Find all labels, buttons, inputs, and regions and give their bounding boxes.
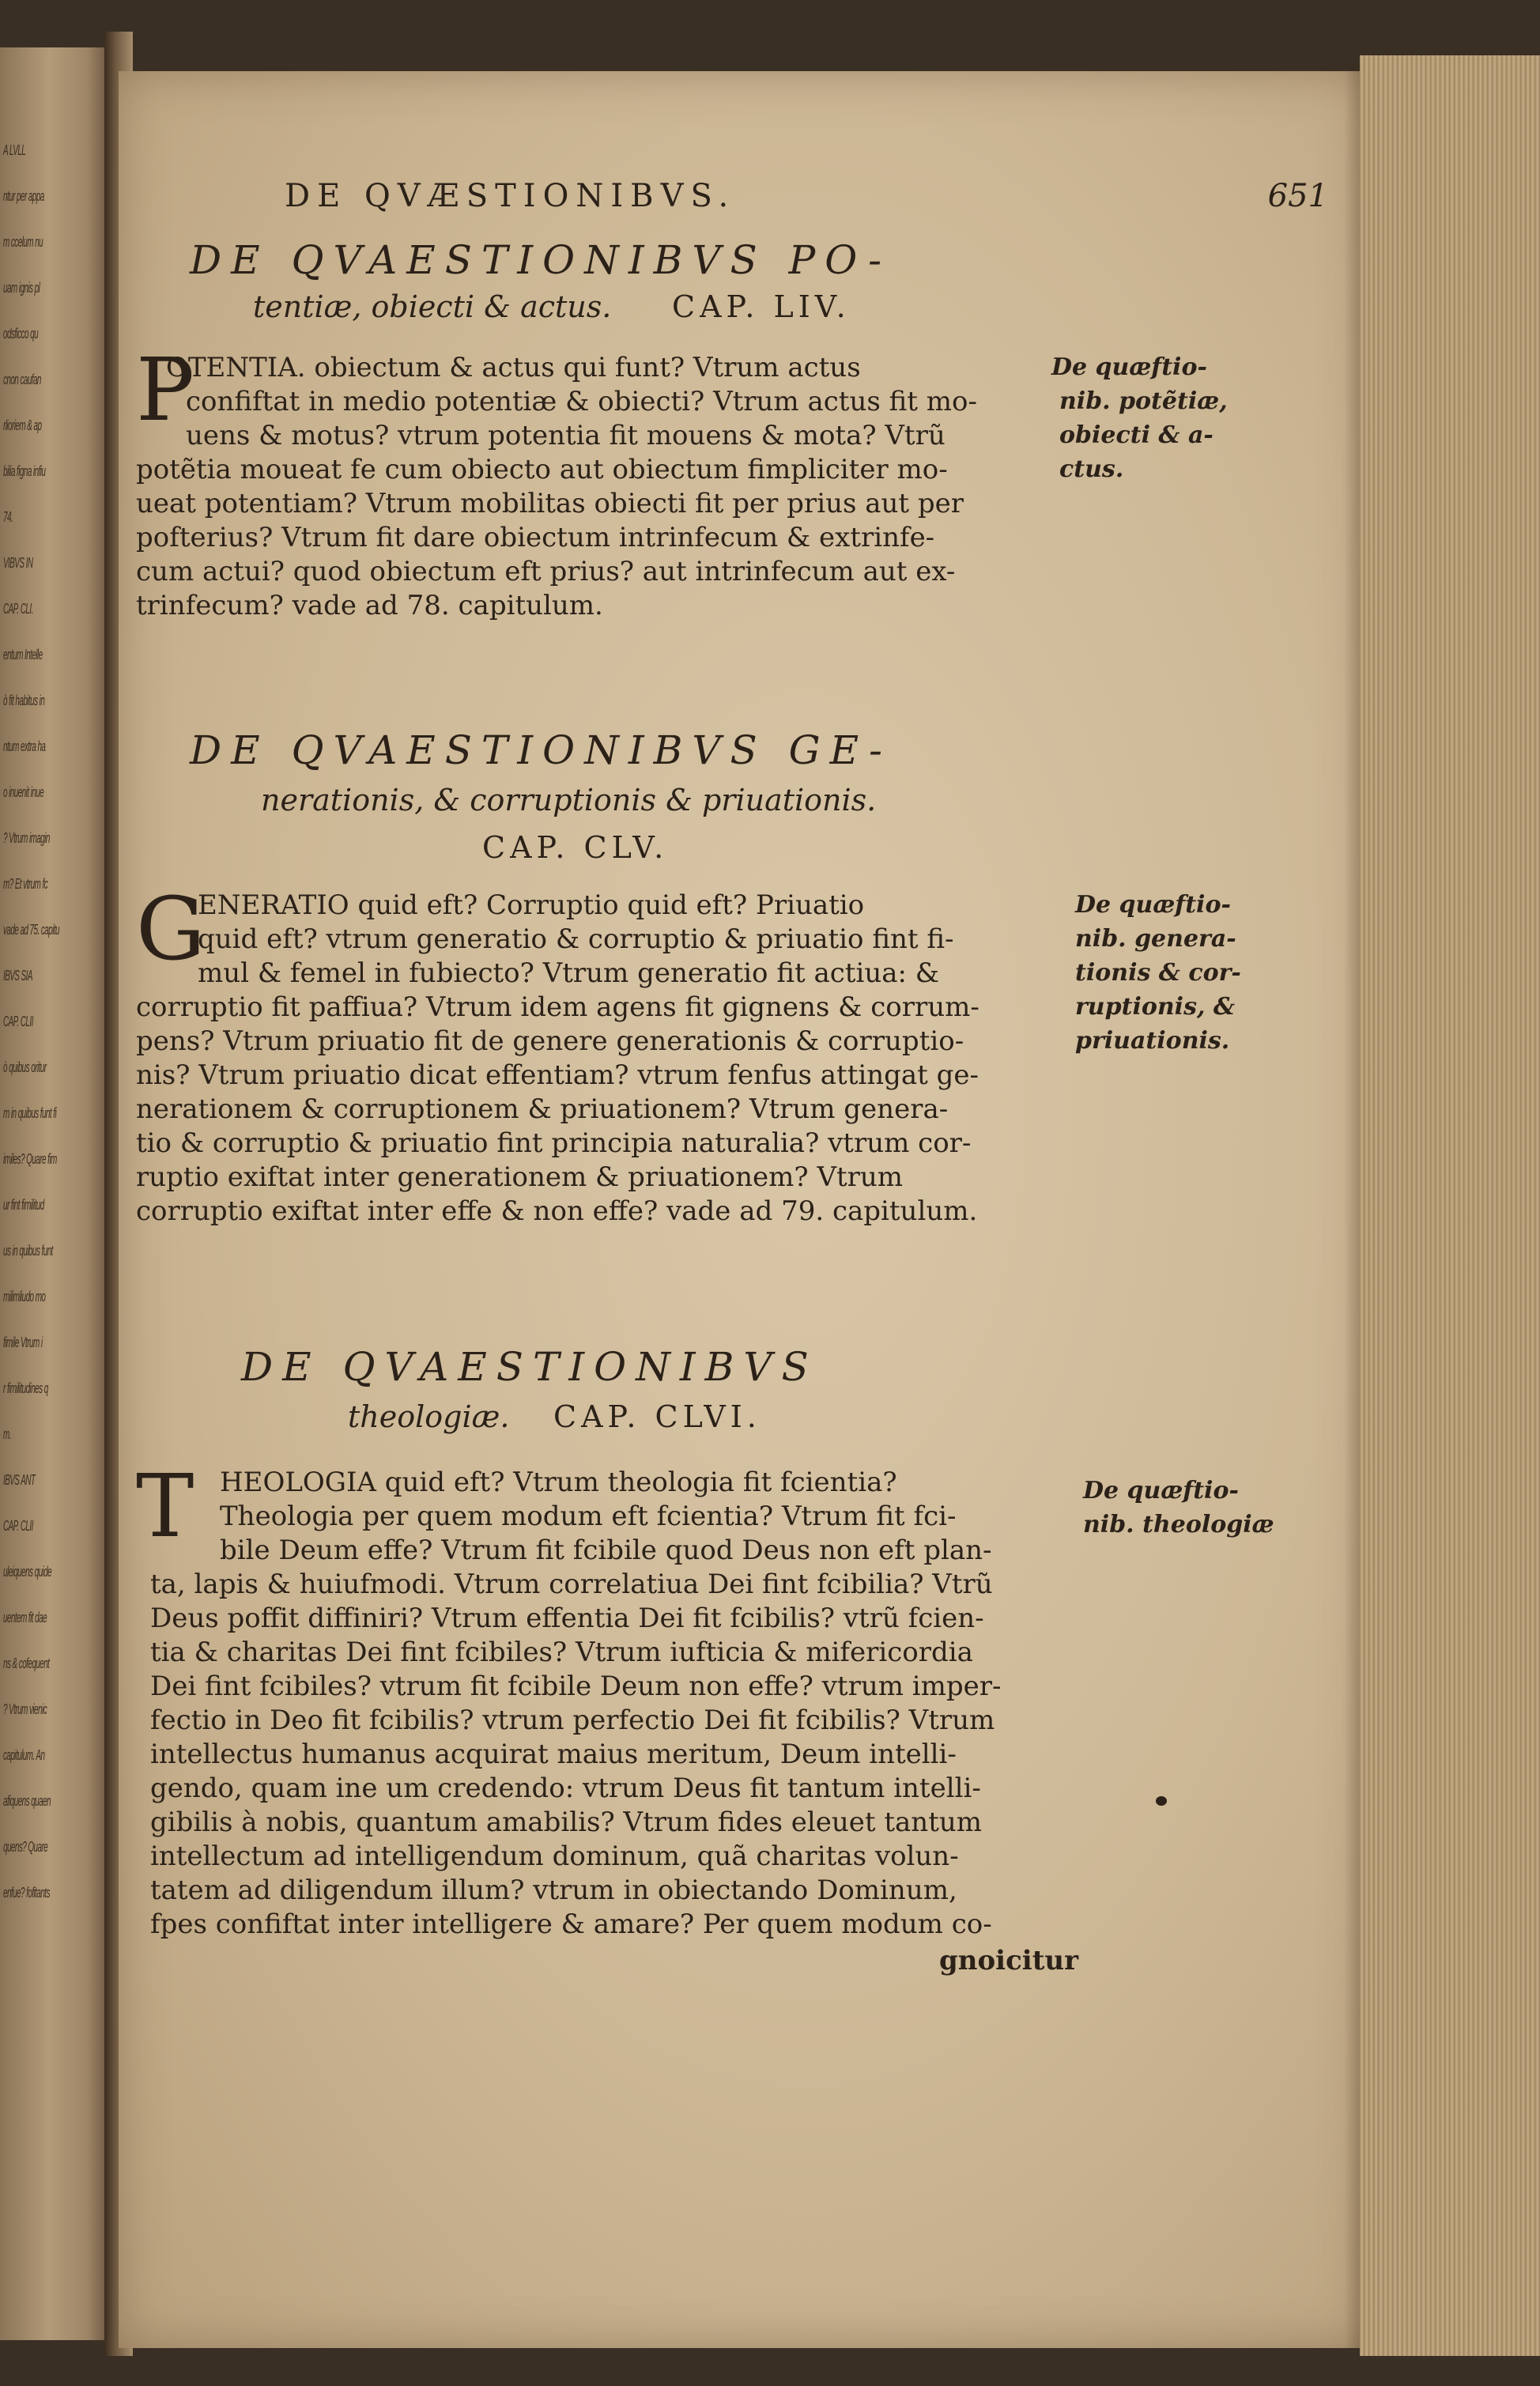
facing-page-line: rlioriem & ap [3, 417, 42, 433]
facing-page-line: enfue? fofitants [3, 1885, 50, 1901]
book-edge [1360, 55, 1540, 2356]
margin-note-line: nib. genera- [1075, 925, 1236, 953]
facing-page-line: ò fit habitus in [3, 693, 45, 708]
facing-page-line: odsficco qu [3, 326, 39, 342]
section-heading: DE QVAESTIONIBVS GE- [190, 727, 892, 773]
chapter-number: CAP. CLV. [482, 830, 669, 865]
margin-note-line: priuationis. [1075, 1027, 1230, 1055]
facing-page-line: IBVS SIA [3, 968, 32, 983]
facing-page-line: 74. [3, 509, 13, 525]
drop-cap: P [136, 339, 195, 440]
drop-cap: G [136, 878, 206, 980]
facing-page-line: milimliudo mo [3, 1289, 46, 1304]
facing-page-line: ur fint fimilitud [3, 1197, 44, 1213]
facing-page-line: entum Intelle [3, 647, 43, 663]
text-line: intellectus humanus acquirat maius meritum, Deum intelli- [150, 1739, 957, 1770]
facing-page-line: m in quibus funt fi [3, 1105, 57, 1121]
margin-note-line: ruptionis, & [1075, 993, 1235, 1021]
text-line: trinfecum? vade ad 78. capitulum. [136, 590, 603, 621]
text-line: mul & femel in fubiecto? Vtrum generatio fit actiua: & [198, 957, 940, 989]
text-line: confiftat in medio potentiæ & obiecti? Vtrum actus fit mo- [186, 386, 977, 417]
margin-note-line: De quæftio- [1083, 1477, 1239, 1504]
facing-page-line: m? Et vtrum fc [3, 876, 48, 892]
text-line: tatem ad diligendum illum? vtrum in obiectando Dominum, [150, 1874, 957, 1906]
facing-page-line: uentem fit dae [3, 1610, 47, 1625]
text-line: fectio in Deo fit fcibilis? vtrum perfectio Dei fit fcibilis? Vtrum [150, 1705, 995, 1736]
text-line: pens? Vtrum priuatio fit de genere generationis & corruptio- [136, 1025, 964, 1057]
facing-page-line: ? Vtrum vienic [3, 1701, 47, 1717]
section-heading: DE QVAESTIONIBVS [241, 1344, 818, 1390]
section-subheading: theologiæ. [348, 1399, 510, 1434]
facing-page-line: cnon caufan [3, 372, 41, 387]
margin-note-line: nib. potẽtiæ, [1059, 387, 1228, 415]
facing-page-line: ntum extra ha [3, 738, 46, 754]
catchword: gnoicitur [939, 1945, 1079, 1976]
text-line: potẽtia moueat fe cum obiecto aut obiectum fimpliciter mo- [136, 454, 948, 485]
text-line: gendo, quam ine um credendo: vtrum Deus fit tantum intelli- [150, 1773, 981, 1804]
facing-page-line: o inuenit inue [3, 784, 44, 800]
margin-note-line: ctus. [1059, 455, 1124, 483]
chapter-number: CAP. CLVI. [553, 1399, 761, 1434]
text-line: nis? Vtrum priuatio dicat effentiam? vtrum fenfus attingat ge- [136, 1059, 979, 1091]
facing-page-line: imiles? Quare fim [3, 1151, 57, 1167]
text-line: gibilis à nobis, quantum amabilis? Vtrum fides eleuet tantum [150, 1806, 982, 1838]
facing-page-line: CAP. CLII [3, 1014, 33, 1029]
facing-page-line: us in quibus funt [3, 1243, 53, 1259]
drop-cap: T [136, 1455, 194, 1557]
text-line: intellectum ad intelligendum dominum, quã charitas volun- [150, 1840, 959, 1872]
facing-page-line: uam ignis pl [3, 280, 40, 296]
margin-note-line: tionis & cor- [1075, 959, 1241, 987]
text-line: corruptio exiftat inter effe & non effe? vade ad 79. capitulum. [136, 1195, 978, 1227]
text-line: ruptio exiftat inter generationem & priuationem? Vtrum [136, 1161, 904, 1193]
facing-page-line: CAP. CLII [3, 1518, 33, 1534]
facing-page-line: m. [3, 1426, 11, 1442]
chapter-number: CAP. LIV. [672, 289, 851, 324]
ink-blot [1156, 1796, 1167, 1806]
facing-page-line: CAP. CLI. [3, 601, 33, 617]
facing-page-line: ntur per appa [3, 188, 44, 204]
text-line: Deus poffit diffiniri? Vtrum effentia Dei fit fcibilis? vtrũ fcien- [150, 1603, 984, 1634]
facing-page-line: capitulum. An [3, 1747, 45, 1763]
text-line: quid eft? vtrum generatio & corruptio & priuatio fint fi- [198, 923, 954, 955]
facing-page-line: quens? Quare [3, 1839, 48, 1855]
facing-page-line: bilia figna infiu [3, 463, 46, 479]
facing-page-line: r fimilitudines q [3, 1380, 48, 1396]
section-heading: DE QVAESTIONIBVS PO- [190, 237, 891, 283]
facing-page-line: ò quibus oritur [3, 1059, 47, 1075]
text-line: tio & corruptio & priuatio fint principia naturalia? vtrum cor- [136, 1127, 972, 1159]
margin-note-line: De quæftio- [1075, 891, 1231, 919]
text-line: Theologia per quem modum eft fcientia? Vtrum fit fci- [220, 1501, 957, 1532]
text-line: ENERATIO quid eft? Corruptio quid eft? Priuatio [198, 889, 865, 921]
page-number: 651 [1267, 178, 1328, 214]
margin-note-line: obiecti & a- [1059, 421, 1214, 449]
text-line: corruptio fit paffiua? Vtrum idem agens fit gignens & corrum- [136, 991, 979, 1023]
facing-page-line: uleiquens quide [3, 1564, 52, 1580]
section-subheading: nerationis, & corruptionis & priuationis. [261, 783, 877, 817]
running-title: DE QVÆSTIONIBVS. [285, 178, 736, 214]
facing-page-line: afiquens quaen [3, 1793, 51, 1809]
facing-page-line: m ccelum nu [3, 234, 43, 250]
facing-page-line: ns & cofequent [3, 1655, 50, 1671]
text-line: HEOLOGIA quid eft? Vtrum theologia fit fcientia? [220, 1467, 897, 1498]
section-subheading: tentiæ, obiecti & actus. [253, 289, 612, 324]
text-line: cum actui? quod obiectum eft prius? aut intrinfecum aut ex- [136, 556, 956, 587]
facing-page [0, 47, 109, 2340]
margin-note-line: De quæftio- [1051, 353, 1207, 381]
facing-page-line: fimile Vtrum i [3, 1335, 43, 1350]
text-line: nerationem & corruptionem & priuationem? Vtrum genera- [136, 1093, 949, 1125]
text-line: ueat potentiam? Vtrum mobilitas obiecti fit per prius aut per [136, 488, 964, 519]
text-line: pofterius? Vtrum fit dare obiectum intrinfecum & extrinfe- [136, 522, 935, 553]
text-line: bile Deum effe? Vtrum fit fcibile quod Deus non eft plan- [220, 1535, 992, 1566]
running-head [285, 178, 1328, 225]
text-line: OTENTIA. obiectum & actus qui funt? Vtrum actus [166, 352, 861, 383]
text-line: tia & charitas Dei fint fcibiles? Vtrum iufticia & mifericordia [150, 1637, 973, 1668]
facing-page-line: vade ad 75. capitu [3, 922, 60, 938]
facing-page-line: A LVLL [3, 142, 26, 158]
text-line: Dei fint fcibiles? vtrum fit fcibile Deum non effe? vtrum imper- [150, 1671, 1002, 1702]
text-line: fpes confiftat inter intelligere & amare? Per quem modum co- [150, 1908, 992, 1940]
facing-page-line: IBVS ANT [3, 1472, 36, 1488]
text-line: ta, lapis & huiufmodi. Vtrum correlatiua Dei fint fcibilia? Vtrũ [150, 1569, 993, 1600]
facing-page-line: VIBVS IN [3, 555, 33, 571]
facing-page-line: ? Vtrum imagin [3, 830, 50, 846]
margin-note-line: nib. theologiæ [1083, 1511, 1274, 1538]
text-line: uens & motus? vtrum potentia fit mouens & mota? Vtrũ [186, 420, 946, 451]
